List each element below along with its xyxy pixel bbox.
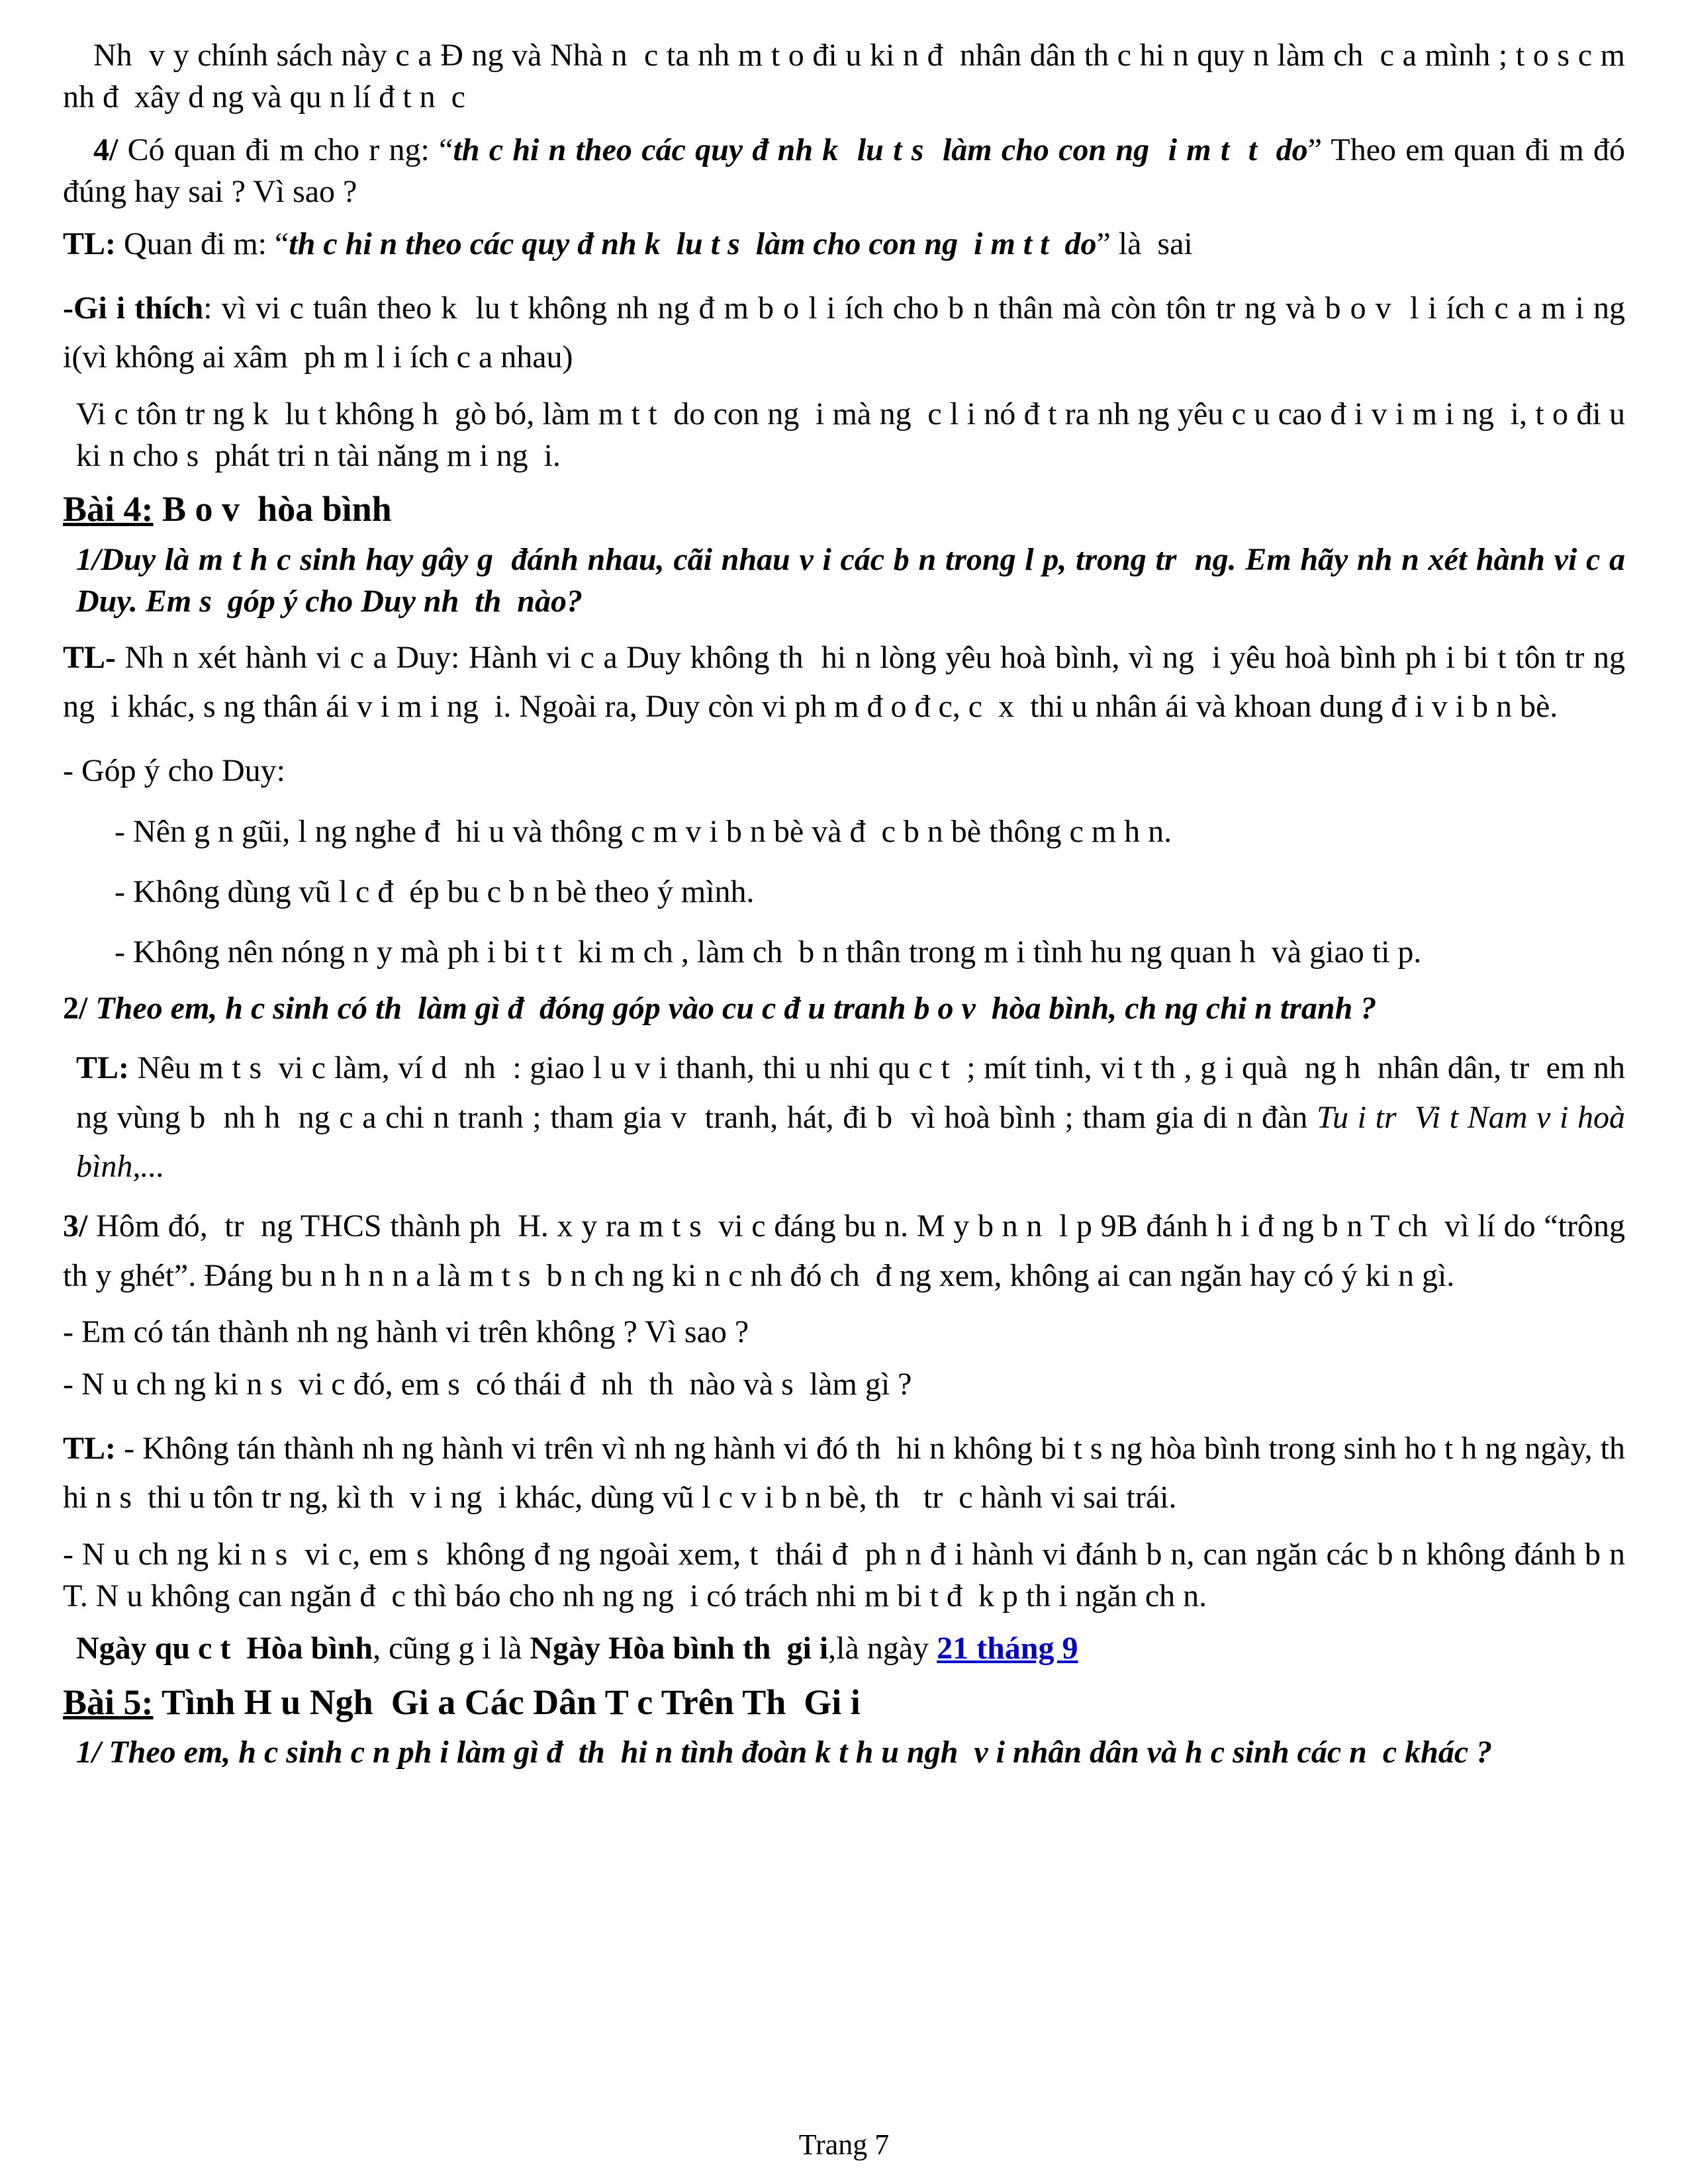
paragraph	[63, 223, 1625, 265]
text-run: : vì vi c tuân theo k lu t không nh ng đ m b o l i ích cho b n thân mà còn tôn tr ng và b o v l i ích c a m i ng i(vì không ai xâm ph m l i ích c a nhau)	[63, 290, 1642, 375]
text-run: ,là ngày	[828, 1631, 937, 1666]
text-run: -Gi i thích	[63, 290, 204, 326]
text-run: Quan đi m: “	[124, 226, 289, 262]
paragraph	[63, 34, 1633, 118]
text-run: Vi c tôn tr ng k lu t không h gò bó, làm m t t do con ng i mà ng c l i nó đ t ra nh ng yêu c u cao đ i v i m i ng i, t o đi u ki n cho s phát tri n tài năng m i ng i.	[76, 396, 1633, 473]
text-run: ” Theo em quan đi m đó đúng hay sai ? Vì sao ?	[63, 132, 1634, 210]
paragraph	[63, 811, 1625, 852]
text-run: TL:	[63, 1430, 124, 1466]
text-run: Nêu m t s vi c làm, ví d nh : giao l u v i thanh, thi u nhi qu c t ; mít tinh, vi t th , g i quà ng h nhân dân, tr em nh ng vùng b nh h ng c a chi n tranh ; tham gia v tranh, hát, đi b vì hoà bình ; tham gia di n đàn	[76, 1050, 1633, 1135]
paragraph	[63, 1363, 1625, 1405]
paragraph	[63, 1680, 1625, 1725]
paragraph	[63, 1533, 1633, 1617]
paragraph	[63, 539, 1633, 623]
text-run: 1/ Theo em, h c sinh c n ph i làm gì đ th hi n tình đoàn k t h u ngh v i nhân dân và h c sinh các n c khác ?	[76, 1735, 1493, 1770]
paragraph	[63, 984, 1625, 1033]
paragraph	[63, 633, 1634, 732]
text-run: Có quan đi m cho r ng: “	[127, 132, 453, 167]
text-run: TL:	[76, 1050, 138, 1086]
text-run: - Không dùng vũ l c đ ép bu c b n bè theo ý mình.	[115, 874, 755, 910]
text-run: ” là sai	[1096, 226, 1193, 262]
paragraph	[63, 393, 1633, 477]
text-run: 3/	[63, 1208, 97, 1244]
text-run: Tu i tr Vi t Nam v i hoà bình,...	[76, 1099, 1633, 1184]
text-run: Ngày qu c t Hòa bình	[76, 1631, 373, 1666]
text-run: , cũng g i là	[373, 1631, 530, 1666]
paragraph	[63, 487, 1625, 532]
text-run: B o v hòa bình	[153, 489, 392, 529]
page-number: Trang 7	[798, 2128, 890, 2161]
paragraph	[63, 1627, 1625, 1669]
text-run: Nh v y chính sách này c a Đ ng và Nhà n c ta nh m t o đi u ki n đ nhân dân th c hi n quy n làm ch c a mình ; t o s c m nh đ xây d ng và qu n lí đ t n c	[63, 38, 1633, 115]
paragraph	[63, 1202, 1633, 1300]
text-run: th c hi n theo các quy đ nh k lu t s làm cho con ng i m t t do	[453, 132, 1308, 167]
text-run: - Nên g n gũi, l ng nghe đ hi u và thông c m v i b n bè và đ c b n bè thông c m h n.	[115, 813, 1172, 849]
document-body	[63, 34, 1642, 1774]
paragraph	[63, 750, 1625, 792]
paragraph	[63, 129, 1634, 213]
paragraph	[63, 871, 1625, 913]
text-run: - Góp ý cho Duy:	[63, 753, 285, 789]
text-run: 4/	[93, 132, 128, 167]
paragraph	[63, 284, 1642, 383]
text-run: 1/Duy là m t h c sinh hay gây g đánh nhau, cãi nhau v i các b n trong l p, trong tr ng. Em hãy nh n xét hành vi c a Duy. Em s góp ý cho Duy nh th nào?	[76, 541, 1633, 619]
text-run: Bài 5:	[63, 1682, 154, 1722]
text-run: Tình H u Ngh Gi a Các Dân T c Trên Th Gi i	[153, 1682, 861, 1722]
text-run: Ngày Hòa bình th gi i	[530, 1631, 829, 1666]
paragraph	[63, 1311, 1625, 1353]
text-run: 2/	[63, 990, 96, 1026]
paragraph	[63, 931, 1625, 973]
text-run: TL:	[63, 226, 124, 262]
peace-day-date-link[interactable]: 21 tháng 9	[937, 1631, 1078, 1666]
paragraph	[63, 1044, 1633, 1191]
text-run: - N u ch ng ki n s vi c đó, em s có thái đ nh th nào và s làm gì ?	[63, 1367, 912, 1402]
text-run: - Em có tán thành nh ng hành vi trên không ? Vì sao ?	[63, 1314, 749, 1350]
text-run: Nh n xét hành vi c a Duy: Hành vi c a Duy không th hi n lòng yêu hoà bình, vì ng i yêu hoà bình ph i bi t tôn tr ng ng i khác, s ng thân ái v i m i ng i. Ngoài ra, Duy còn vi ph m đ o đ c, c x thi u nhân ái và khoan dung đ i v i b n bè.	[63, 639, 1634, 724]
text-run: - Không tán thành nh ng hành vi trên vì nh ng hành vi đó th hi n không bi t s ng hòa bình trong sinh ho t h ng ngày, th hi n s thi u tôn tr ng, kì th v i ng i khác, dùng vũ l c v i b n bè, th tr c hành vi sai trái.	[63, 1430, 1642, 1516]
paragraph	[63, 1424, 1642, 1523]
paragraph	[63, 1731, 1625, 1773]
text-run: Theo em, h c sinh có th làm gì đ đóng góp vào cu c đ u tranh b o v hòa bình, ch ng chi n tranh ?	[95, 990, 1377, 1026]
text-run: - N u ch ng ki n s vi c, em s không đ ng ngoài xem, t thái đ ph n đ i hành vi đánh b n, can ngăn các b n không đánh b n T. N u không can ngăn đ c thì báo cho nh ng ng i có trách nhi m bi t đ k p th i ngăn ch n.	[63, 1536, 1633, 1614]
text-run: - Không nên nóng n y mà ph i bi t t ki m ch , làm ch b n thân trong m i tình hu ng quan h và giao ti p.	[115, 934, 1422, 970]
text-run: Bài 4:	[63, 489, 154, 529]
text-run: th c hi n theo các quy đ nh k lu t s làm cho con ng i m t t do	[289, 226, 1097, 262]
text-run: TL-	[63, 639, 125, 675]
text-run: Hôm đó, tr ng THCS thành ph H. x y ra m t s vi c đáng bu n. M y b n n l p 9B đánh h i đ ng b n T ch vì lí do “trông th y ghét”. Đáng bu n h n n a là m t s b n ch ng ki n c nh đó ch đ ng xem, không ai can ngăn hay có ý ki n gì.	[63, 1208, 1633, 1293]
